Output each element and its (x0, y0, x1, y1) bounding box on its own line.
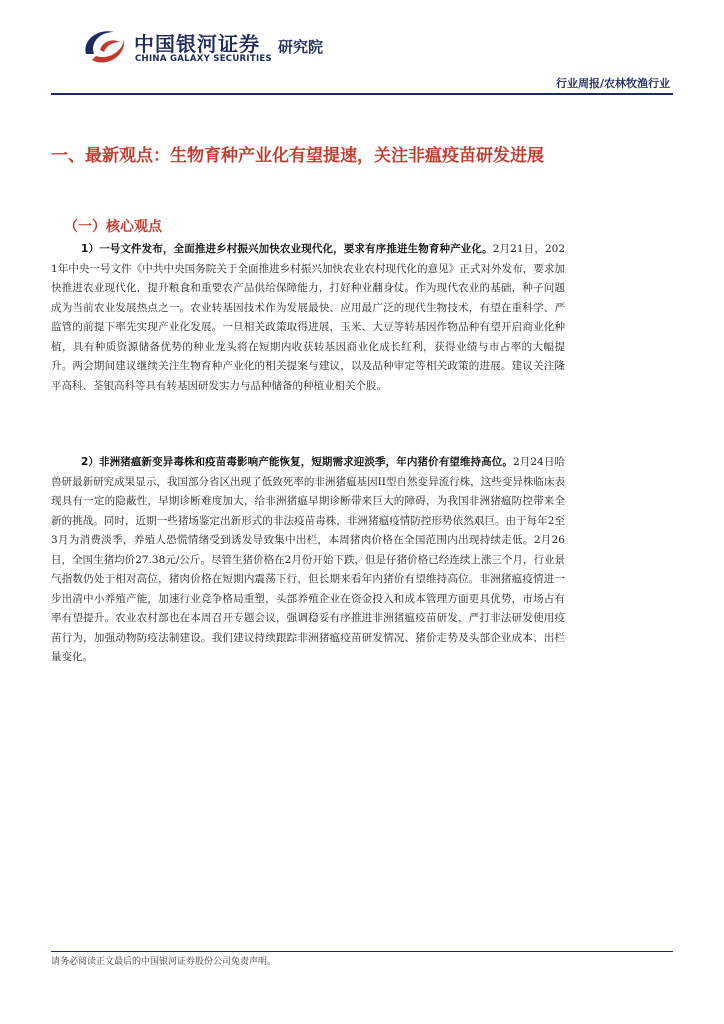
header-divider (51, 93, 673, 95)
report-category: 行业周报/农林牧渔行业 (555, 77, 670, 90)
point-body-2: 2月24日哈兽研最新研究成果显示，我国部分省区出现了低致死率的非洲猪瘟基因II型自然变异流行株，这些变异株临床表现具有一定的隐蔽性，早期诊断难度加大，给非洲猪瘟早期诊断带来巨大的障碍，为我国非洲猪瘟防控带来全新的挑战。同时，近期一些猪场鉴定出新形式的非法疫苗毒株，非洲猪瘟疫情防控形势依然艰巨。由于每年2至3月为消费淡季，养殖人恐慌情绪受到诱发导致集中出栏，本周猪肉价格在全国范围内出现持续走低。2月26日，全国生猪均价27.38元/公斤。尽管生猪价格在2月份开始下跌，但是仔猪价格已经连续上涨三个月，行业景气指数仍处于相对高位，猪肉价格在短期内震荡下行，但长期来看年内猪价有望维持高位。非洲猪瘟疫情进一步出清中小养殖产能，加速行业竞争格局重塑，头部养殖企业在资金投入和成本管理方面更具优势，市场占有率有望提升。农业农村部也在本周召开专题会议，强调稳妥有序推进非洲猪瘟疫苗研发，严打非法研发使用疫苗行为，加强动物防疫法制建设。我们建议持续跟踪非洲猪瘟疫苗研发情况、猪价走势及头部企业成本、出栏量变化。 (51, 456, 565, 663)
company-logo (78, 22, 338, 70)
brand-name-cn: 中国银河证券 (134, 32, 260, 56)
disclaimer-text: 请务必阅读正文最后的中国银河证券股份公司免责声明。 (51, 957, 277, 967)
footer-divider (51, 951, 673, 952)
point-body-1: 2月21日，2021年中央一号文件《中共中央国务院关于全面推进乡村振兴加快农业农村现代化的意见》正式对外发布，要求加快推进农业现代化，提升粮食和重要农产品供给保障能力，打好种业翻身仗。作为现代农业的基础，种子问题成为当前农业发展热点之一。农业转基因技术作为发展最快、应用最广泛的现代生物技术，有望在重科学、严监管的前提下率先实现产业化发展。一旦相关政策取得进展，玉米、大豆等转基因作物品种有望开启商业化种植，具有种质资源储备优势的种业龙头将在短期内收获转基因商业化成长红利，获得业绩与市占率的大幅提升。两会期间建议继续关注生物育种产业化的相关提案与建议，以及品种审定等相关政策的进展。建议关注隆平高科、荃银高科等具有转基因研发实力与品种储备的种植业相关个股。 (51, 243, 565, 392)
institute-label: 研究院 (278, 38, 324, 56)
point-heading-2: 2）非洲猪瘟新变异毒株和疫苗毒影响产能恢复，短期需求迎淡季，年内猪价有望维持高位。 (81, 456, 513, 468)
point-heading-1: 1）一号文件发布，全面推进乡村振兴加快农业现代化，要求有序推进生物育种产业化。 (81, 243, 493, 255)
galaxy-logo-icon (78, 24, 130, 68)
point-paragraph-2 (51, 453, 565, 668)
subsection-title: （一）核心观点 (64, 219, 162, 235)
brand-name-en: CHINA GALAXY SECURITIES (135, 54, 272, 64)
section-title: 一、最新观点：生物育种产业化有望提速，关注非瘟疫苗研发进展 (51, 146, 544, 166)
point-paragraph-1 (51, 240, 565, 396)
